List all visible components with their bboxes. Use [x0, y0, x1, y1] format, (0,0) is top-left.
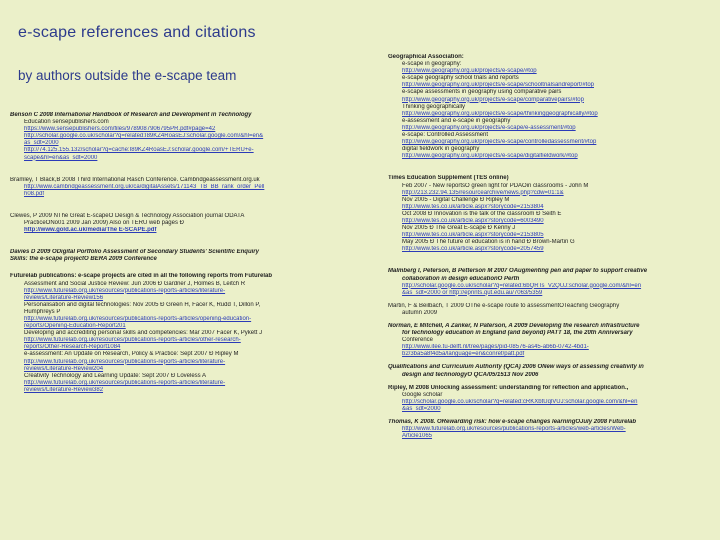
reference-line: Bramley, T Black,B 2008 Third International Rasch Conference. Cambridgeassessment.org.uk	[10, 176, 260, 183]
reference-line: e-assessment and e-scape in geography	[402, 117, 511, 124]
reference-link[interactable]: http://www.geography.org.uk/projects/e-scape/e-assessment/#top	[402, 124, 576, 131]
slide-title: e-scape references and citations	[18, 24, 256, 41]
reference-line: design and technologyÓ QCA/05/1513 Nov 2006	[402, 371, 539, 378]
reference-line: Geographical Association:	[388, 54, 464, 60]
reference-line: for technology education in England (and beyond) PATT 18, the 20th Anniversary	[402, 330, 633, 337]
reference-line: e-scape in geography:	[402, 61, 462, 68]
reference-line: e-scape assessments in geography using comparative pairs	[402, 89, 562, 96]
reference-link[interactable]: http://www.geography.org.uk/projects/e-scape/thinkinggeographically/#top	[402, 110, 598, 117]
reference-line: Times Education Supplement (TES online)	[388, 175, 509, 182]
reference-link[interactable]: http://www.futurelab.org.uk/resources/publications-reports-articles/literature-	[24, 287, 226, 294]
reference-line: Conference	[402, 337, 434, 344]
reference-line: Assessment and Social Justice Review: Jun 2006 Ð Gardner J, Holmes B, Leitch R	[24, 280, 246, 287]
reference-clewes	[10, 213, 356, 234]
reference-line: Nov 2005 - Digital Challenge Ð Ripley M	[402, 196, 510, 203]
reference-line: e-scape geography school trials and reports	[402, 75, 519, 82]
reference-link[interactable]: b2/3ba5a8f4d5a/language=en&conref/patt.pdf	[402, 351, 525, 358]
reference-ripley	[388, 385, 706, 413]
reference-line: collaboration in design educationÓ Perth	[402, 275, 520, 282]
reference-link[interactable]: http://www.futurelab.org.uk/resources/publications-reports-articles/other-research-	[24, 337, 241, 344]
reference-link[interactable]: http://www.cambridgeassessment.org.uk/ca/digitalAssets/171143_TB_BB_rank_order_Pell	[24, 183, 265, 190]
reference-link[interactable]: http://74.125.155.132/scholar?q=cache:I89KZ4RoasEJ:scholar.google.com/+TERU+e-	[24, 147, 254, 154]
reference-benson	[10, 112, 356, 162]
reference-link[interactable]: http://www.futurelab.org.uk/resources/publications-reports-articles/literature-	[24, 358, 226, 365]
reference-link[interactable]: reviews/Literature-Review204	[24, 365, 104, 372]
reference-line: e-scape: Controlled Assessment	[402, 132, 489, 139]
reference-line: Qualifications and Curriculum Authority (QCA) 2006 ÒNew ways of assessing creativity in	[388, 364, 644, 371]
reference-link[interactable]: Article1065	[402, 433, 433, 440]
reference-thomas	[388, 419, 706, 440]
reference-link[interactable]: scape&hl=en&as_sdt=2000	[24, 154, 98, 161]
reference-line: Google scholar	[402, 391, 443, 398]
reference-link[interactable]: http://www.geography.org.uk/projects/e-scape/schooltrialsandreport/#top	[402, 82, 594, 89]
reference-link[interactable]: reviews/Literature-Review382	[24, 386, 104, 393]
reference-link[interactable]: http://www.tes.co.uk/article.aspx?storycode=2153804	[402, 203, 544, 210]
reference-line: autumn 2009	[402, 309, 438, 316]
reference-futurelab	[10, 273, 356, 394]
reference-link[interactable]: http://www.itee.tu-delft.nl/tree/pages/pid-08576-as45-ab6b-0742-4bd1-	[402, 344, 589, 351]
reference-link[interactable]: reports/Other-Research-Report1084	[24, 344, 121, 351]
reference-line: Malmberg I, Peterson, B Petterson M 2007 ÒAugmenting pen and paper to support creative	[388, 268, 648, 275]
reference-line: Davies D 2009 ÒDigital Portfolio Assessment of Secondary Students’ Scientific Enquiry	[10, 249, 259, 256]
slide-subtitle: by authors outside the e-scape team	[18, 68, 237, 83]
reference-link[interactable]: as_sdt=2000	[24, 140, 59, 147]
reference-martin	[388, 303, 706, 317]
reference-link[interactable]: http://scholar.google.co.uk/scholar?q=related:cRKXbtUqlVUJ:scholar.google.com/&hl=en	[402, 398, 638, 405]
reference-link[interactable]: reports/Opening-Education-Report201	[24, 323, 126, 330]
reference-line: Thinking geographically	[402, 103, 466, 110]
reference-line: Martin, F & Beilbach, T 2009 ÒThe e-scape route to assessmentÓTeaching Geography	[388, 302, 620, 309]
reference-link[interactable]: http://scholar.google.co.uk/scholar?q=related:6bQRTs_V2QUJ:scholar.google.com/&hl=en	[402, 282, 642, 289]
reference-line: May 2005 Ð The future of education is in hand Ð Brown-Martin G	[402, 239, 575, 246]
reference-link[interactable]: http://www.geography.org.uk/projects/e-scape/digitalfieldwork/#top	[402, 153, 578, 160]
reference-link[interactable]: http://www.futurelab.org.uk/resources/publications-reports-articles/web-articles/Web-	[402, 426, 626, 433]
reference-malmberg	[388, 268, 706, 296]
reference-line: PracticeÓNo01 2009 Jan 2009) Also on TERU web pages Ð	[24, 220, 184, 227]
reference-line: e-assessment: An Update on Research, Policy & Practice: Sept 2007 Ð Ripley M	[24, 351, 239, 358]
reference-link[interactable]: http://www.futurelab.org.uk/resources/publications-reports-articles/literature-	[24, 379, 226, 386]
reference-link[interactable]: http://www.geography.org.uk/projects/e-scape/comparativepairs/#top	[402, 96, 584, 103]
reference-bramley	[10, 177, 356, 198]
reference-link[interactable]: http://www.tes.co.uk/article.aspx?storycode=2057459	[402, 246, 544, 253]
reference-line: Developing and accrediting personal skills and competencies: Mar 2007 Facer K, Pykett J	[24, 330, 263, 337]
reference-line: digital fieldwork in geography	[402, 146, 480, 153]
reference-link[interactable]: http://scholar.google.co.uk/scholar?q=related:I89KZ4RoasEJ:scholar.google.com/&hl=en&	[24, 133, 264, 140]
reference-line: Benson C 2008 International Handbook of Research and Development in Technology	[10, 112, 252, 118]
reference-link[interactable]: http://www.tes.co.uk/article.aspx?storycode=6003490	[402, 217, 544, 224]
reference-link[interactable]: h08.pdf	[24, 190, 45, 197]
reference-line: Norman, E Mitchell, A Zanker, N Paterson, A 2009 Developing the research infrastructure	[388, 323, 640, 329]
left-references-column	[10, 112, 356, 400]
reference-link[interactable]: https://www.sensepublishers.com/files/9789087906795PR.pdf#page=42	[24, 126, 216, 133]
reference-line: Creativity Technology and Learning Update: Sept 2007 Ð Loveless A	[24, 372, 207, 379]
reference-line: Skills: the e-scape projectÓ BERA 2009 Conference	[10, 256, 157, 263]
reference-link[interactable]: http://213.232.94.135/resourcearchive/news.php?cdw=01:1&	[402, 189, 564, 196]
reference-line: Thomas, K 2008. ÒRewarding risk: how e-scape changes learningÓJuly 2008 Futurelab	[388, 419, 637, 426]
reference-norman	[388, 323, 706, 358]
reference-link[interactable]: reviews/Literature-Review156	[24, 294, 104, 301]
reference-link[interactable]: http://www.futurelab.org.uk/resources/publications-reports-articles/opening-education-	[24, 315, 252, 322]
reference-line: Ripley, M 2008 Unlocking assessment: understanding for reflection and application.,	[388, 384, 629, 391]
reference-geography	[388, 54, 706, 160]
reference-line: Education sensepublishers.com	[24, 119, 109, 126]
right-references-column	[388, 54, 706, 446]
reference-line: Humphreys P	[24, 308, 61, 315]
reference-line: Nov 2005 Ð The Great E-scape Ð Kenny J	[402, 225, 516, 232]
reference-line: Feb 2007 - New reportsÕ green light for PDAÕin classrooms - John M	[402, 182, 589, 189]
reference-link[interactable]: http://www.tes.co.uk/article.aspx?storycode=2153805	[402, 232, 544, 239]
reference-line: Personalisation and digital technologies: Nov 2005 Ð Green H, Facer K, Rudd T, Dillon P,	[24, 301, 261, 308]
reference-link[interactable]: http://www.geography.org.uk/projects/e-scape/#top	[402, 68, 537, 75]
reference-qca	[388, 364, 706, 378]
reference-link[interactable]: http://www.gold.ac.uk/media/The E-SCAPE.pdf	[24, 227, 157, 234]
reference-tes	[388, 175, 706, 253]
reference-line: Oct 2008 Ð Innovation is the talk of the classroom Ð Seith E	[402, 210, 562, 217]
reference-link[interactable]: &as_sdt=2000 or http://eprints.qut.edu.au/7063/5359	[402, 289, 543, 296]
reference-line: Futurelab publications: e-scape projects are cited in all the following reports from Futurelab	[10, 273, 273, 280]
reference-link[interactable]: http://www.geography.org.uk/projects/e-scape/controlledassessment/#top	[402, 139, 597, 146]
reference-line: Clewes, P 2009 ÑThe Great E-scapeÓ Design & Technology Association journal ÒDATA	[10, 212, 245, 219]
reference-link[interactable]: &as_sdt=2000	[402, 405, 441, 412]
reference-davies	[10, 249, 356, 263]
